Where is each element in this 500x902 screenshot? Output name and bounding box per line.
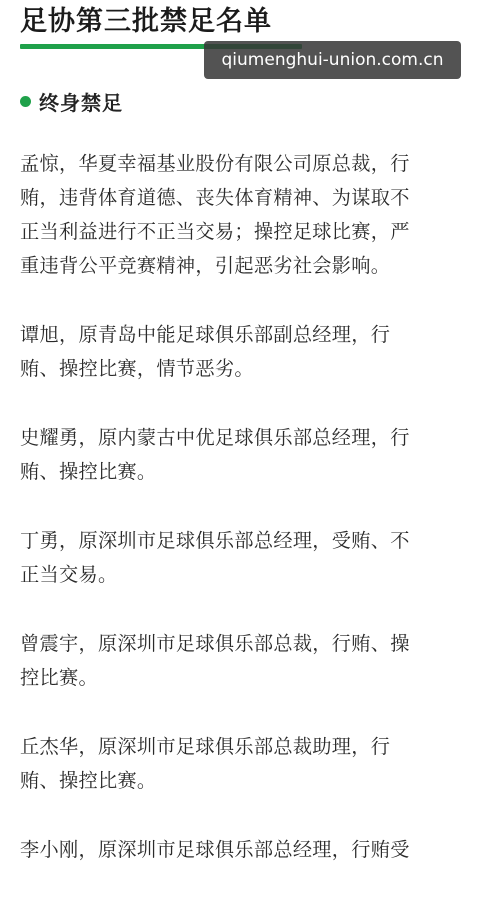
entry-text-line: 丁勇，原深圳市足球俱乐部总经理，受贿、不 — [20, 529, 410, 552]
entry-text-line: 控比赛。 — [20, 666, 98, 689]
page-title: 足协第三批禁足名单 — [20, 6, 272, 37]
entry-text-line: 贿、操控比赛。 — [20, 460, 157, 483]
entry-text-line: 贿、操控比赛。 — [20, 769, 157, 792]
entry-text-line: 贿，违背体育道德、丧失体育精神、为谋取不 — [20, 186, 410, 209]
entry-text-line: 曾震宇，原深圳市足球俱乐部总裁，行贿、操 — [20, 632, 410, 655]
section-heading-label: 终身禁足 — [39, 90, 123, 115]
bullet-dot-icon — [20, 96, 31, 107]
entry-text-line: 重违背公平竞赛精神，引起恶劣社会影响。 — [20, 254, 391, 277]
list-item — [20, 833, 482, 867]
entry-text-line: 孟惊，华夏幸福基业股份有限公司原总裁，行 — [20, 152, 410, 175]
entry-text-line: 正当交易。 — [20, 563, 118, 586]
entry-text-line: 李小刚，原深圳市足球俱乐部总经理，行贿受 — [20, 838, 410, 861]
entry-text-line: 正当利益进行不正当交易；操控足球比赛，严 — [20, 220, 410, 243]
list-item — [20, 421, 482, 489]
ban-list — [20, 147, 482, 902]
list-item — [20, 147, 482, 283]
entry-text-line: 贿、操控比赛，情节恶劣。 — [20, 357, 254, 380]
list-item — [20, 627, 482, 695]
section-heading — [20, 86, 123, 116]
entry-text-line: 谭旭，原青岛中能足球俱乐部副总经理，行 — [20, 323, 391, 346]
list-item — [20, 730, 482, 798]
entry-text-line: 丘杰华，原深圳市足球俱乐部总裁助理，行 — [20, 735, 391, 758]
list-item — [20, 524, 482, 592]
page-title-container — [20, 4, 272, 40]
watermark: qiumenghui-union.com.cn — [204, 41, 461, 79]
entry-text-line: 史耀勇，原内蒙古中优足球俱乐部总经理，行 — [20, 426, 410, 449]
list-item — [20, 318, 482, 386]
